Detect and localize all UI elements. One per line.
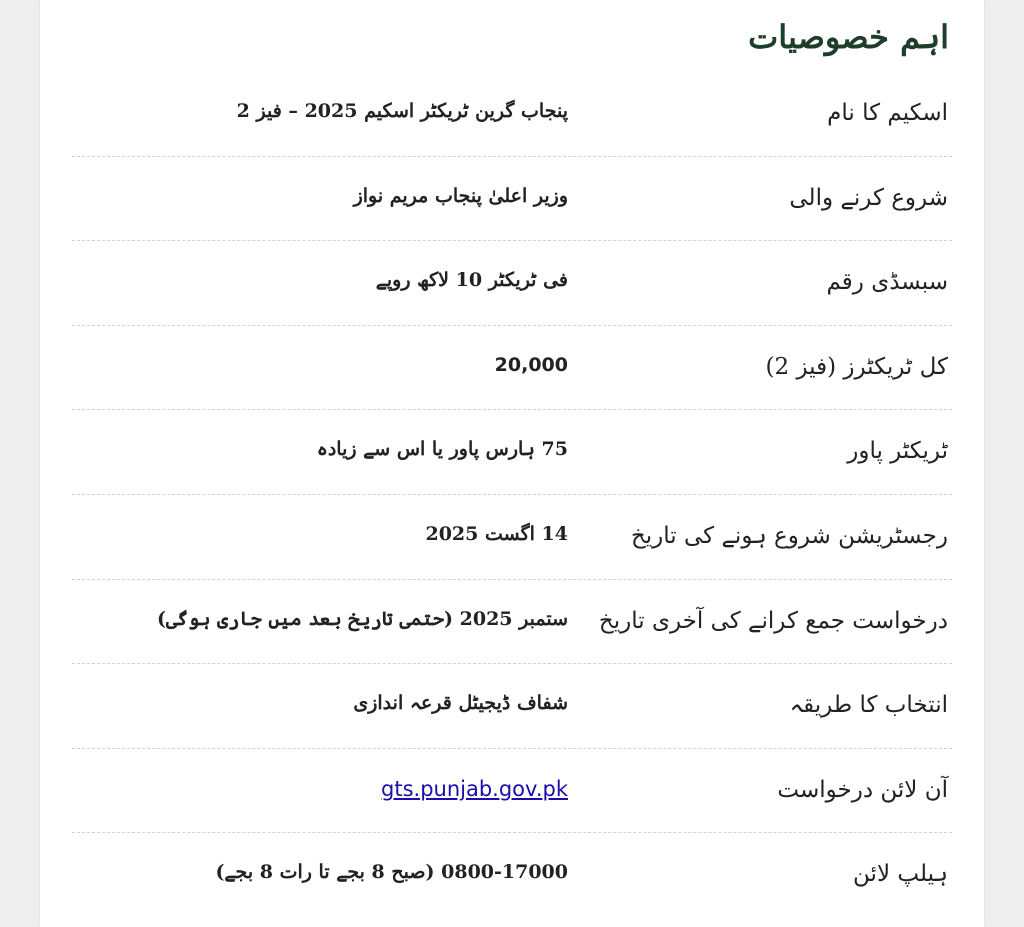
section-title: اہم خصوصیات [748, 18, 949, 56]
row-value-registration-start: 14 اگست 2025 [425, 522, 568, 545]
table-row [72, 749, 952, 834]
row-value-subsidy-amount: فی ٹریکٹر 10 لاکھ روپے [375, 269, 568, 292]
table-row [72, 580, 952, 665]
features-table [72, 72, 952, 918]
table-row [72, 495, 952, 580]
row-label-subsidy-amount: سبسڈی رقم [826, 269, 948, 296]
row-value-online-application [88, 777, 568, 801]
row-value-total-tractors: 20,000 [494, 353, 568, 376]
row-label-scheme-name: اسکیم کا نام [827, 100, 948, 126]
row-label-registration-start: رجسٹریشن شروع ہونے کی تاریخ [630, 522, 948, 549]
row-value-last-date: ستمبر 2025 (حتمی تاریخ بعد میں جاری ہوگی) [157, 607, 568, 630]
table-row [72, 833, 952, 918]
row-value-launched-by: وزیر اعلیٰ پنجاب مریم نواز [353, 184, 568, 207]
table-row [72, 326, 952, 411]
application-link[interactable]: gts.punjab.gov.pk [381, 776, 568, 801]
row-label-total-tractors: کل ٹریکٹرز (فیز 2) [765, 353, 948, 380]
table-row [72, 664, 952, 749]
row-label-selection-method: انتخاب کا طریقہ [789, 692, 948, 719]
row-label-launched-by: شروع کرنے والی [789, 184, 948, 211]
row-label-helpline: ہیلپ لائن [853, 861, 948, 888]
row-value-tractor-power: 75 ہارس پاور یا اس سے زیادہ [316, 438, 568, 461]
table-row [72, 241, 952, 326]
row-label-online-application: آن لائن درخواست [777, 776, 948, 803]
row-label-tractor-power: ٹریکٹر پاور [847, 438, 948, 465]
table-row [72, 410, 952, 495]
row-value-helpline: 0800-17000 (صبح 8 بجے تا رات 8 بجے) [215, 861, 568, 884]
row-label-last-date: درخواست جمع کرانے کی آخری تاریخ [598, 607, 948, 634]
row-value-selection-method: شفاف ڈیجیٹل قرعہ اندازی [353, 692, 568, 715]
table-row [72, 157, 952, 242]
row-value-scheme-name: پنجاب گرین ٹریکٹر اسکیم 2025 – فیز 2 [236, 100, 568, 122]
table-row [72, 72, 952, 157]
content-card [40, 0, 984, 927]
